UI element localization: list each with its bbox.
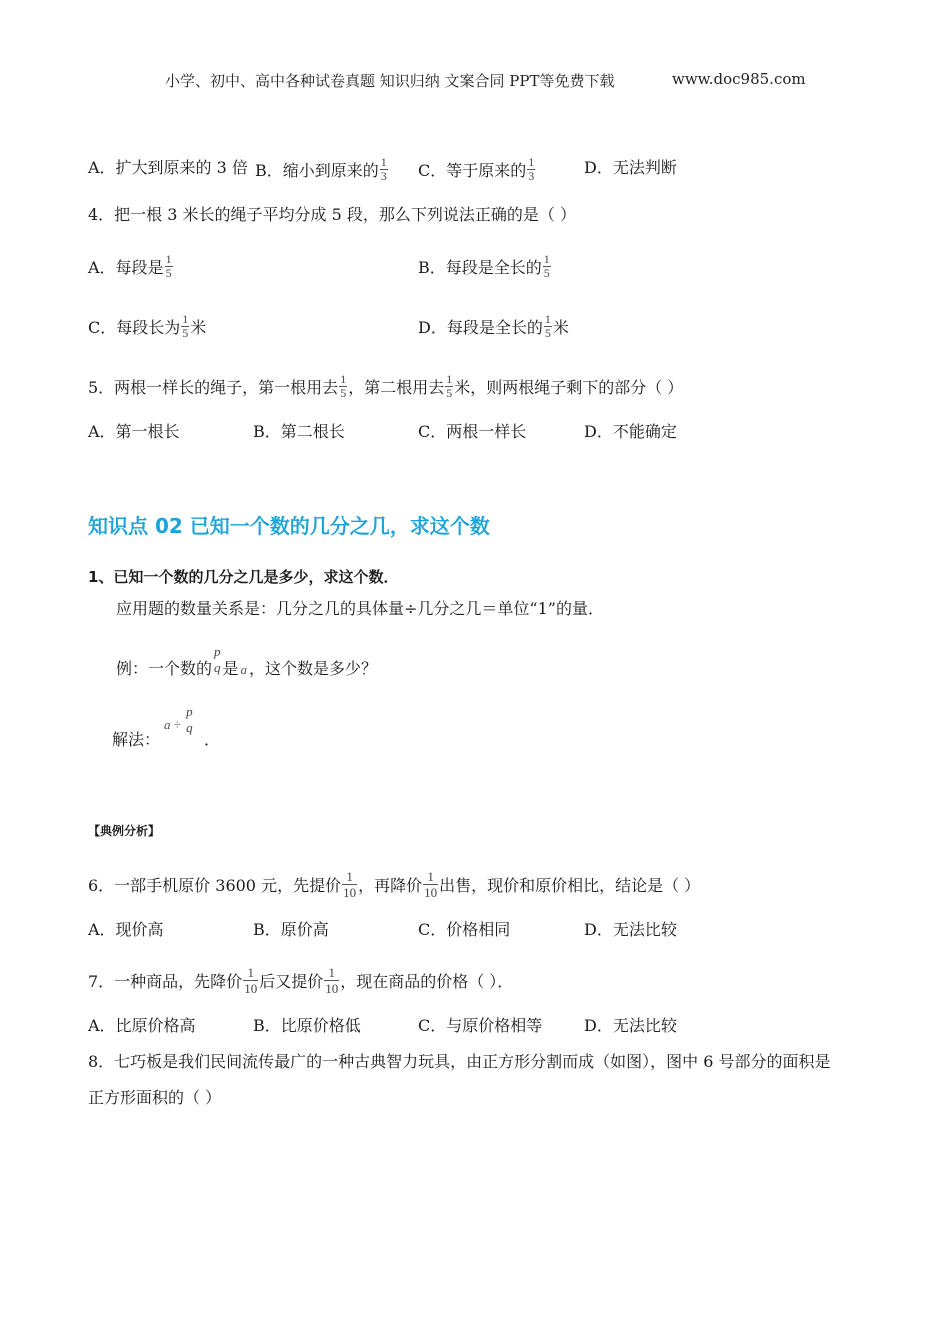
knowledge-point: 1、已知一个数的几分之几是多少，求这个数． (88, 568, 399, 586)
fraction-one-fifth: $\frac{1}{5}$ (543, 252, 550, 280)
q7-option-a: A．比原价格高 (88, 1016, 196, 1035)
q4-stem: 4．把一根 3 米长的绳子平均分成 5 段，那么下列说法正确的是（ ） (88, 205, 576, 224)
q7-stem: 7．一种商品，先降价 $\frac{1}{10}$ 后又提价 $\frac{1}{10}$ ，现在商品的价格（ ）． (88, 965, 514, 996)
section-title: 知识点 02 已知一个数的几分之几，求这个数 (88, 514, 490, 538)
q6-option-a: A．现价高 (88, 920, 164, 939)
solution-end: ． (204, 730, 221, 749)
fraction-one-fifth: $\frac{1}{5}$ (182, 312, 189, 340)
fraction-one-third: $\frac{1}{3}$ (528, 155, 535, 183)
page-header-url: www.doc985.com (672, 70, 806, 88)
q4-option-b: B．每段是全长的 $\frac{1}{5}$ (418, 252, 550, 280)
q7-option-b: B．比原价格低 (253, 1016, 361, 1035)
q5-stem: 5．两根一样长的绳子，第一根用去 $\frac{1}{5}$ ，第二根用去 $\frac{1}{5}$ 米，则两根绳子剩下的部分（ ） (88, 372, 684, 400)
q5-option-c: C．两根一样长 (418, 422, 527, 441)
fraction-one-tenth: $\frac{1}{10}$ (325, 965, 339, 996)
fraction-p-over-q: p q (214, 644, 221, 675)
fraction-one-third: $\frac{1}{3}$ (380, 155, 387, 183)
q3-option-d: D．无法判断 (584, 158, 677, 177)
q7-option-d: D．无法比较 (584, 1016, 677, 1035)
solution-label: 解法： (112, 730, 161, 749)
q3-option-b: B．缩小到原来的 $\frac{1}{3}$ (255, 155, 387, 183)
page-header-title: 小学、初中、高中各种试卷真题 知识归纳 文案合同 PPT等免费下载 (165, 72, 615, 90)
example-analysis-label: 【典例分析】 (88, 824, 161, 838)
q5-option-d: D．不能确定 (584, 422, 677, 441)
variable-a: a (240, 662, 248, 677)
fraction-one-fifth: $\frac{1}{5}$ (340, 372, 347, 400)
q4-option-c: C．每段长为 $\frac{1}{5}$ 米 (88, 312, 207, 340)
fraction-one-fifth: $\frac{1}{5}$ (544, 312, 551, 340)
q5-option-b: B．第二根长 (253, 422, 345, 441)
quantity-relation: 应用题的数量关系是：几分之几的具体量÷几分之几＝单位“1”的量． (116, 599, 604, 618)
q6-stem: 6．一部手机原价 3600 元，先提价 $\frac{1}{10}$ ，再降价 $\frac{1}{10}$ 出售，现价和原价相比，结论是（ ） (88, 869, 701, 900)
fraction-one-tenth: $\frac{1}{10}$ (424, 869, 438, 900)
q7-option-c: C．与原价格相等 (418, 1016, 543, 1035)
q4-option-d: D．每段是全长的 $\frac{1}{5}$ 米 (418, 312, 569, 340)
fraction-one-fifth: $\frac{1}{5}$ (446, 372, 453, 400)
fraction-one-tenth: $\frac{1}{10}$ (244, 965, 258, 996)
q8-stem-line1: 8．七巧板是我们民间流传最广的一种古典智力玩具，由正方形分割而成（如图），图中 6 号部分的面积是 (88, 1052, 831, 1071)
fraction-one-tenth: $\frac{1}{10}$ (343, 869, 357, 900)
q3-option-a: A．扩大到原来的 3 倍 (88, 158, 248, 177)
q3-option-c: C．等于原来的 $\frac{1}{3}$ (418, 155, 535, 183)
example-text: 例：一个数的 p q 是 a ，这个数是多少？ (116, 644, 378, 678)
q5-option-a: A．第一根长 (88, 422, 180, 441)
fraction-one-fifth: $\frac{1}{5}$ (165, 252, 172, 280)
solution-formula: a ÷ p q (164, 704, 193, 735)
q6-option-b: B．原价高 (253, 920, 329, 939)
q4-option-a: A．每段是 $\frac{1}{5}$ (88, 252, 172, 280)
q6-option-d: D．无法比较 (584, 920, 677, 939)
q8-stem-line2: 正方形面积的（ ） (88, 1088, 222, 1107)
q6-option-c: C．价格相同 (418, 920, 511, 939)
